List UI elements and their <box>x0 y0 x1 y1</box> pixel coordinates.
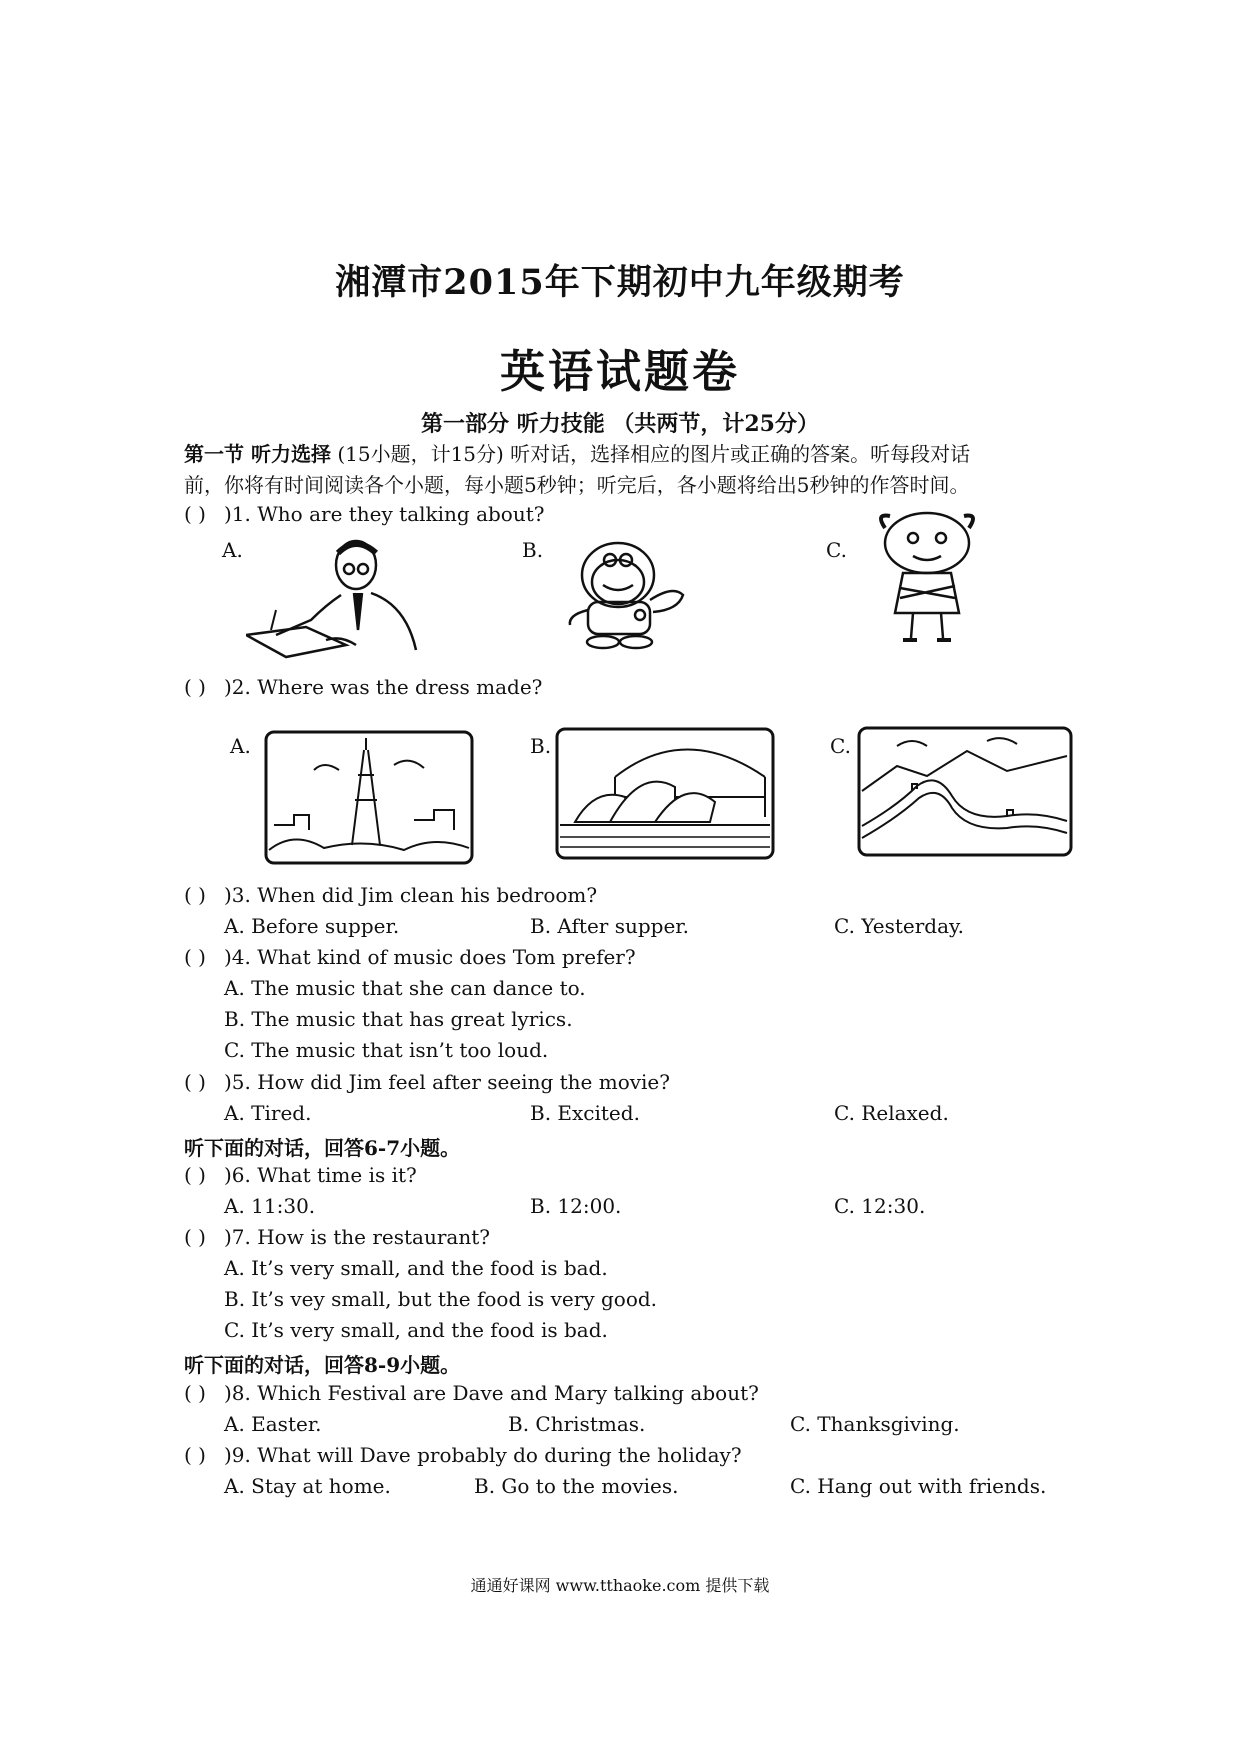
question-2: )2. Where was the dress made? <box>224 675 543 699</box>
q9-option-c[interactable]: C. Hang out with friends. <box>790 1474 1047 1498</box>
q4-option-c[interactable]: C. The music that isn’t too loud. <box>224 1038 549 1062</box>
q6-option-b[interactable]: B. 12:00. <box>530 1194 622 1218</box>
q7-option-b[interactable]: B. It’s vey small, but the food is very good. <box>224 1287 658 1311</box>
answer-blank-4[interactable]: ( ) <box>184 945 206 969</box>
q1-option-a[interactable]: A. <box>222 538 243 562</box>
question-6: )6. What time is it? <box>224 1163 417 1187</box>
q7-option-a[interactable]: A. It’s very small, and the food is bad. <box>224 1256 608 1280</box>
answer-blank-2[interactable]: ( ) <box>184 675 206 699</box>
section-desc-2: 前，你将有时间阅读各个小题，每小题5秒钟；听完后，各小题将给出5秒钟的作答时间。 <box>184 473 970 497</box>
q6-option-a[interactable]: A. 11:30. <box>224 1194 316 1218</box>
q1-option-c: C. <box>826 538 847 562</box>
q8-option-b[interactable]: B. Christmas. <box>508 1412 646 1436</box>
exam-subtitle: 英语试题卷 <box>499 345 740 398</box>
man-writing-icon <box>246 535 431 660</box>
part-heading: 第一部分 听力技能 （共两节，计25分） <box>421 411 819 437</box>
q1-option-b[interactable]: B. <box>522 538 544 562</box>
q4-option-a[interactable]: A. The music that she can dance to. <box>224 976 586 1000</box>
footer-credit: 通通好课网 www.tthaoke.com 提供下载 <box>470 1576 770 1595</box>
question-8: )8. Which Festival are Dave and Mary talking about? <box>224 1381 759 1405</box>
question-9: )9. What will Dave probably do during the holiday? <box>224 1443 742 1467</box>
section-label: 第一节 听力选择 <box>184 442 331 466</box>
answer-blank-7[interactable]: ( ) <box>184 1225 206 1249</box>
exam-title: 湘潭市2015年下期初中九年级期考 <box>335 262 905 303</box>
answer-blank-8[interactable]: ( ) <box>184 1381 206 1405</box>
q2-option-c[interactable]: C. <box>830 734 851 758</box>
q6-option-c[interactable]: C. 12:30. <box>834 1194 926 1218</box>
great-wall-icon <box>857 726 1073 857</box>
q3-option-c[interactable]: C. Yesterday. <box>834 914 965 938</box>
q3-option-a[interactable]: A. Before supper. <box>224 914 400 938</box>
q9-option-b[interactable]: B. Go to the movies. <box>474 1474 679 1498</box>
robot-cat-icon <box>548 540 703 650</box>
question-4: )4. What kind of music does Tom prefer? <box>224 945 636 969</box>
question-5: )5. How did Jim feel after seeing the movie? <box>224 1070 670 1094</box>
q7-option-c[interactable]: C. It’s very small, and the food is bad. <box>224 1318 608 1342</box>
question-7: )7. How is the restaurant? <box>224 1225 490 1249</box>
section-intro-line1 <box>184 438 970 467</box>
sydney-opera-house-icon <box>555 727 775 860</box>
q3-option-b[interactable]: B. After supper. <box>530 914 690 938</box>
q5-option-a[interactable]: A. Tired. <box>224 1101 312 1125</box>
instruction-q6-7: 听下面的对话，回答6-7小题。 <box>184 1136 461 1160</box>
q2-option-a[interactable]: A. <box>230 734 251 758</box>
answer-blank-5[interactable]: ( ) <box>184 1070 206 1094</box>
question-3: )3. When did Jim clean his bedroom? <box>224 883 598 907</box>
q8-option-a[interactable]: A. Easter. <box>224 1412 322 1436</box>
q9-option-a[interactable]: A. Stay at home. <box>224 1474 391 1498</box>
q2-option-b[interactable]: B. <box>530 734 552 758</box>
q8-option-c[interactable]: C. Thanksgiving. <box>790 1412 960 1436</box>
answer-blank-1[interactable]: ( ) <box>184 502 206 526</box>
q5-option-c[interactable]: C. Relaxed. <box>834 1101 949 1125</box>
q5-option-b[interactable]: B. Excited. <box>530 1101 640 1125</box>
q4-option-b[interactable]: B. The music that has great lyrics. <box>224 1007 573 1031</box>
instruction-q8-9: 听下面的对话，回答8-9小题。 <box>184 1353 461 1377</box>
section-desc-1: (15小题，计15分) 听对话，选择相应的图片或正确的答案。听每段对话 <box>330 442 971 466</box>
answer-blank-9[interactable]: ( ) <box>184 1443 206 1467</box>
girl-cartoon-icon <box>855 508 1000 648</box>
eiffel-tower-icon <box>264 730 474 865</box>
answer-blank-6[interactable]: ( ) <box>184 1163 206 1187</box>
question-1: )1. Who are they talking about? <box>224 502 545 526</box>
answer-blank-3[interactable]: ( ) <box>184 883 206 907</box>
